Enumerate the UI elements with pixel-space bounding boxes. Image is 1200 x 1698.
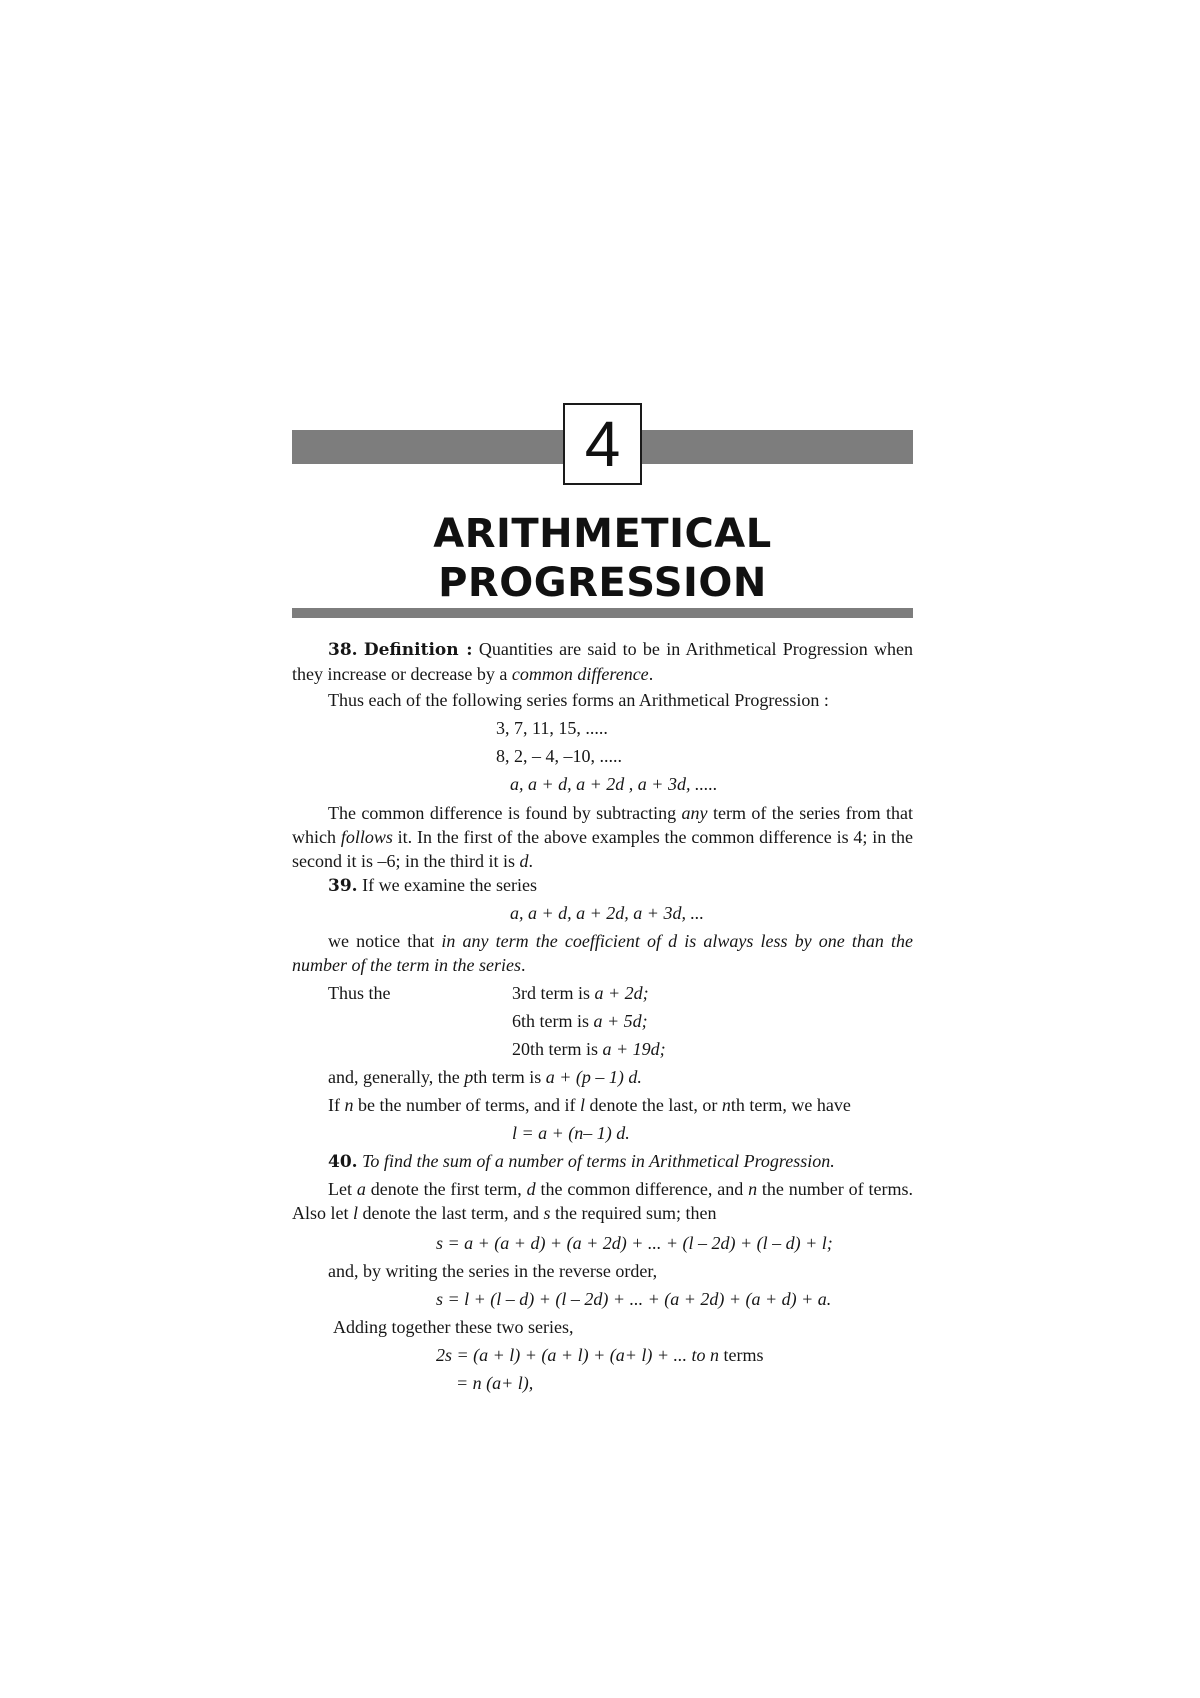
section-39-intro: 39. If we examine the series [328, 875, 537, 896]
section-39-series: a, a + d, a + 2d, a + 3d, ... [510, 903, 704, 923]
series-example-2: 8, 2, – 4, –10, ..... [496, 746, 622, 766]
section-number-38: 38. [328, 640, 358, 660]
chapter-title-line-1: ARITHMETICAL [433, 511, 772, 557]
section-number-39: 39. [328, 876, 358, 896]
double-sum-equation: 2s = (a + l) + (a + l) + (a+ l) + ... to n terms [436, 1345, 764, 1365]
title-underline-bar [292, 608, 913, 618]
section-number-40: 40. [328, 1152, 358, 1172]
double-sum-result: = n (a+ l), [456, 1373, 534, 1393]
reverse-order-line: and, by writing the series in the reverse order, [328, 1261, 658, 1281]
common-difference-paragraph: The common difference is found by subtracting any term of the series from that which follows it. In the first of the above examples the common difference is 4; in the second it is –6; in the third it is d. [292, 803, 913, 871]
definition-heading: Definition : [363, 640, 473, 660]
general-term-line: and, generally, the pth term is a + (p – 1) d. [328, 1067, 642, 1087]
chapter-number-box [563, 403, 642, 485]
series-intro-line: Thus each of the following series forms an Arithmetical Progression : [328, 690, 829, 710]
adding-line: Adding together these two series, [333, 1317, 574, 1337]
chapter-title-line-2: PROGRESSION [438, 560, 767, 606]
chapter-number: 4 [584, 408, 621, 480]
sum-equation-reverse: s = l + (l – d) + (l – 2d) + ... + (a + 2d) + (a + d) + a. [436, 1289, 832, 1309]
term-line-6th: 6th term is a + 5d; [512, 1011, 648, 1031]
terms-label: Thus the [328, 983, 391, 1003]
term-line-20th: 20th term is a + 19d; [512, 1039, 666, 1059]
section-40-heading-line [328, 1149, 835, 1174]
let-paragraph: Let a denote the first term, d the common difference, and n the number of terms. Also let l denote the last term, and s the required sum; then [292, 1179, 913, 1223]
sum-equation-forward: s = a + (a + d) + (a + 2d) + ... + (l – 2d) + (l – d) + l; [436, 1233, 833, 1253]
coefficient-paragraph: we notice that in any term the coefficient of d is always less by one than the number of the term in the series. [292, 931, 913, 975]
series-example-3: a, a + d, a + 2d , a + 3d, ..... [510, 774, 718, 794]
section-40-heading: To find the sum of a number of terms in Arithmetical Progression. [362, 1151, 835, 1171]
definition-paragraph: 38. Definition : Quantities are said to be in Arithmetical Progression when they increase or decrease by a common difference. [292, 639, 913, 684]
definition-text: Quantities are said to be in Arithmetical Progression when they increase or decrease by a [292, 639, 913, 684]
term-line-3rd: 3rd term is a + 2d; [512, 983, 649, 1003]
nth-term-line: If n be the number of terms, and if l denote the last, or nth term, we have [328, 1095, 851, 1115]
series-example-1: 3, 7, 11, 15, ..... [496, 718, 608, 738]
definition-emphasis: common difference [511, 664, 649, 684]
nth-term-formula: l = a + (n– 1) d. [512, 1123, 630, 1143]
